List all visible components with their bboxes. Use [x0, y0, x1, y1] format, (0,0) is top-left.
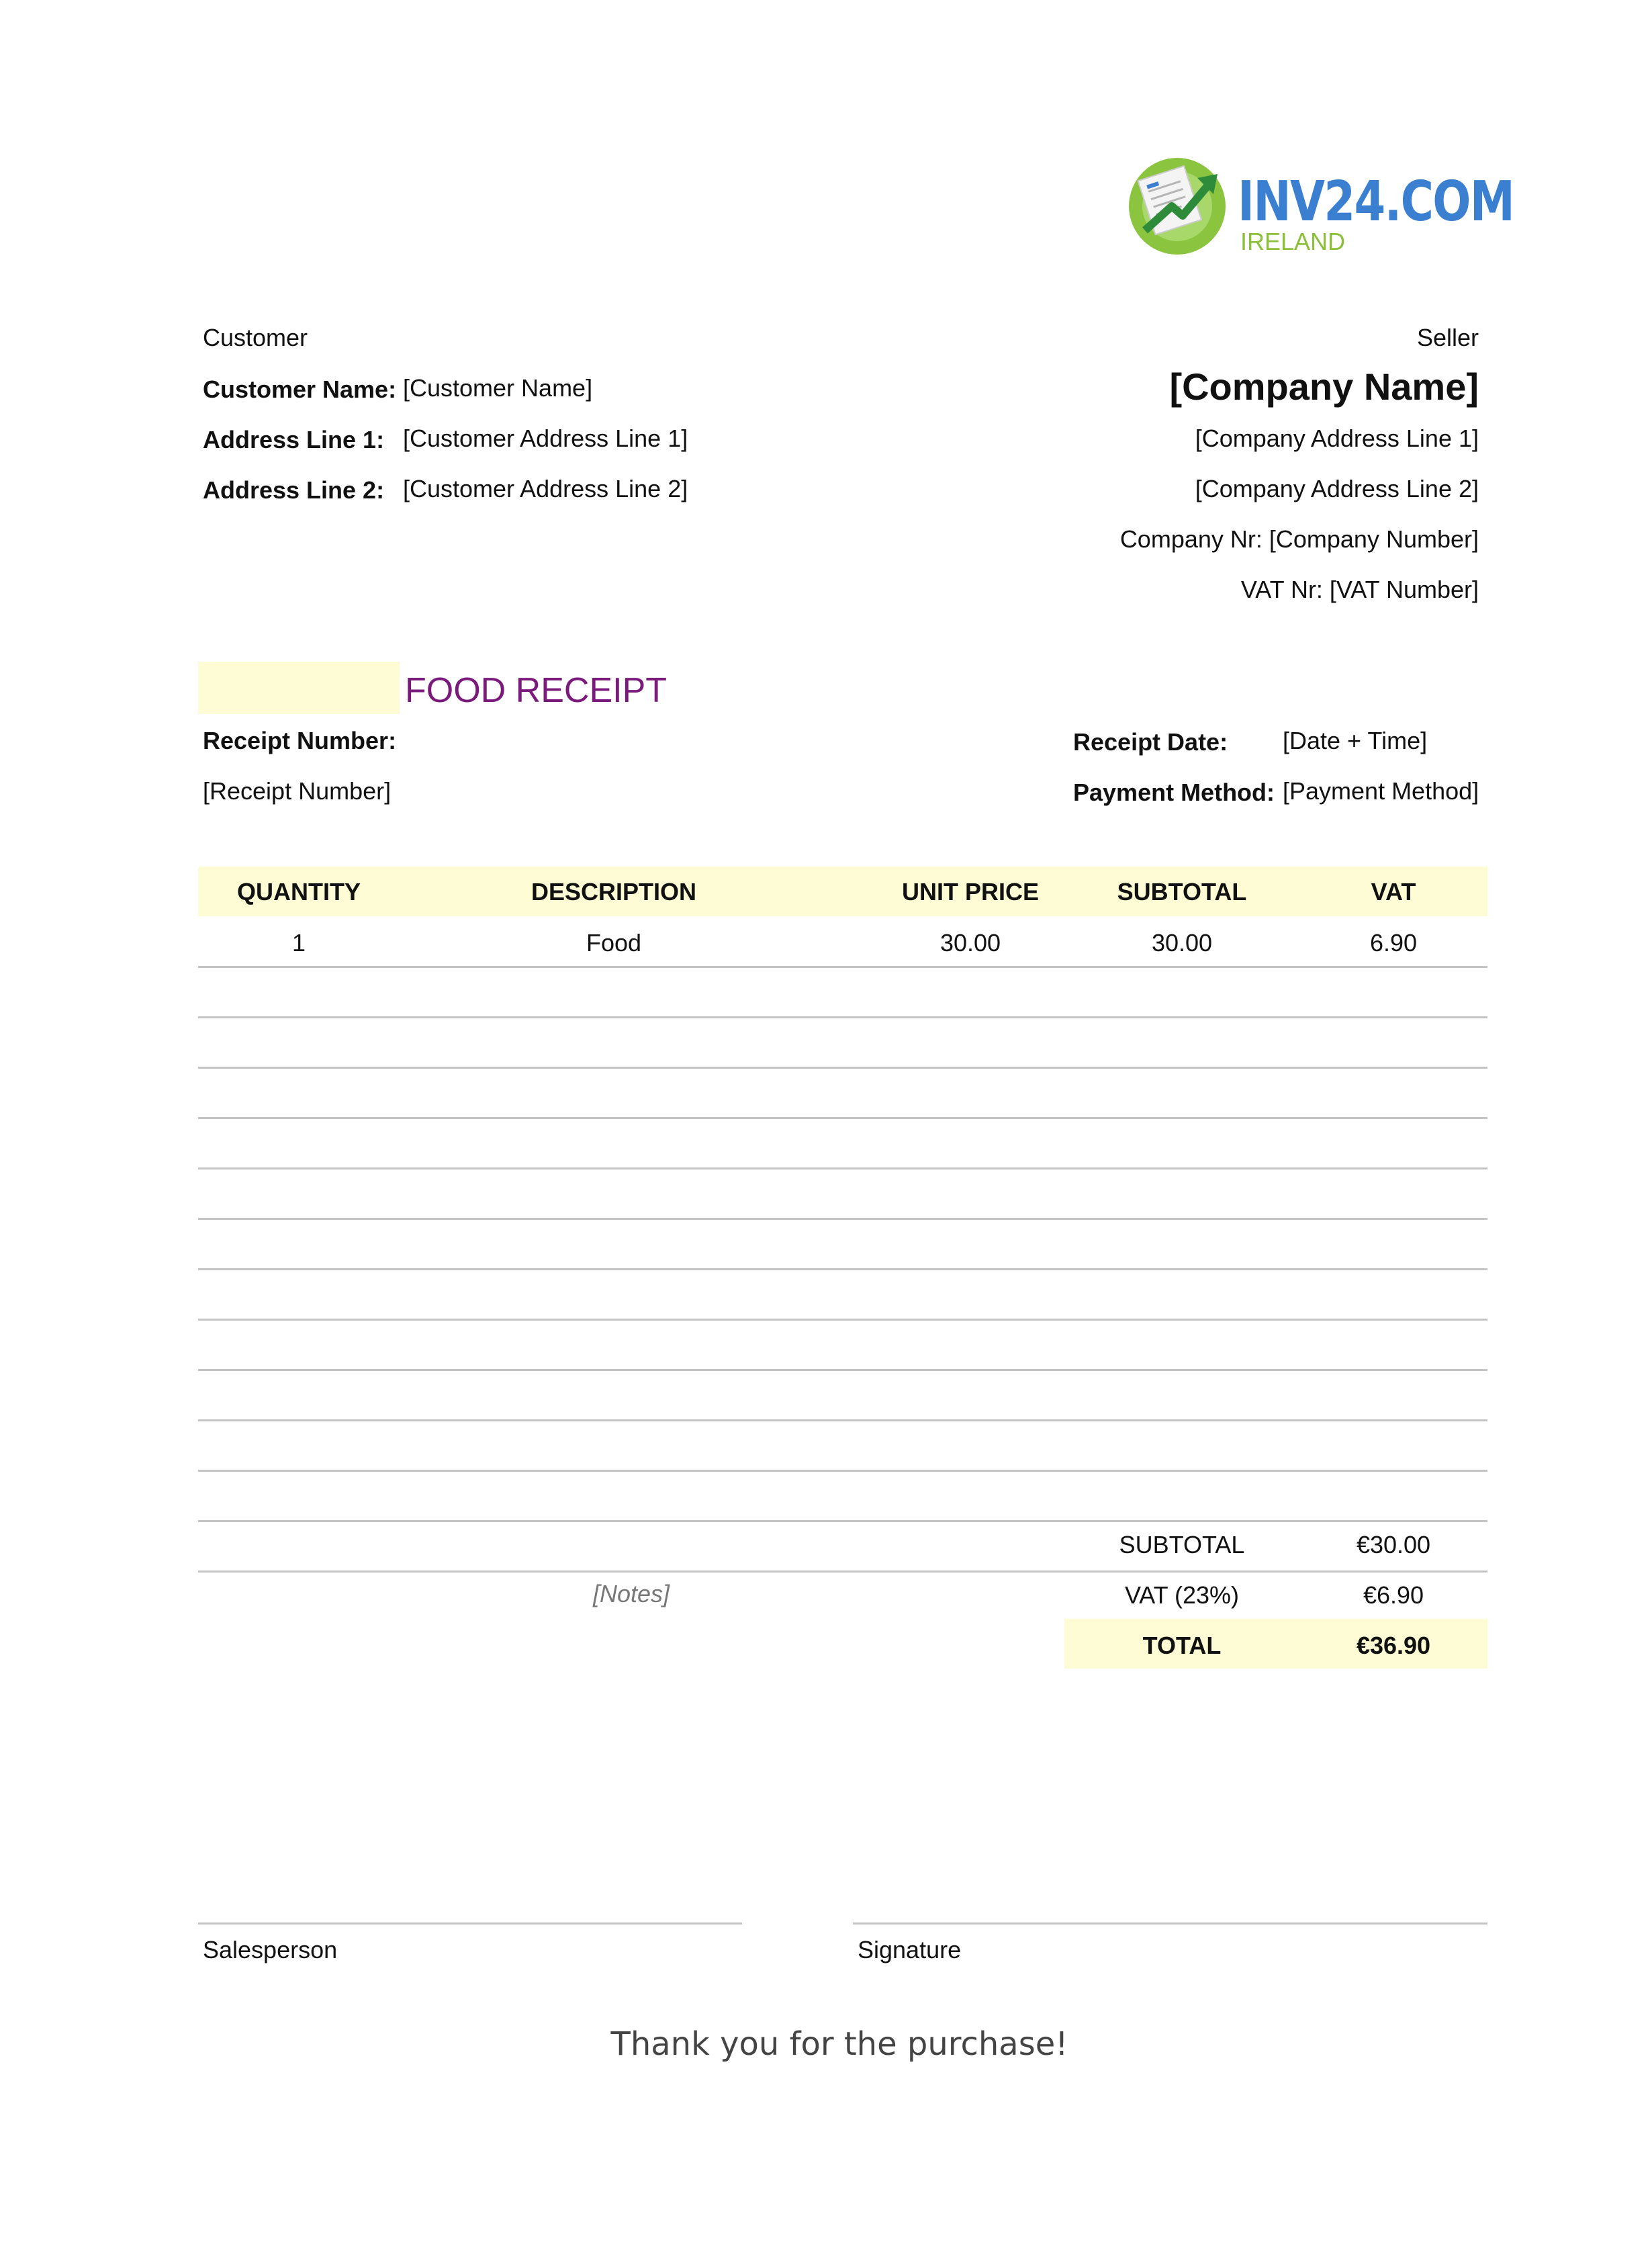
- receipt-number-label: Receipt Number:: [203, 727, 397, 754]
- signature-line: [853, 1922, 1487, 1925]
- customer-address1-label: Address Line 1:: [203, 426, 385, 453]
- salesperson-line: [198, 1922, 742, 1925]
- cell-subtotal: 30.00: [1151, 929, 1213, 957]
- customer-address1-value: [Customer Address Line 1]: [403, 425, 688, 452]
- salesperson-label: Salesperson: [203, 1936, 338, 1963]
- customer-name-value: [Customer Name]: [403, 374, 593, 402]
- row-divider: [198, 1571, 1487, 1573]
- title-highlight-band: [198, 662, 400, 714]
- header-unit-price: UNIT PRICE: [901, 878, 1039, 905]
- row-divider: [198, 1520, 1487, 1522]
- notes-text: [Notes]: [592, 1580, 670, 1607]
- row-divider: [198, 1067, 1487, 1069]
- row-divider: [198, 1268, 1487, 1270]
- header-quantity: QUANTITY: [237, 878, 361, 905]
- header-subtotal: SUBTOTAL: [1117, 878, 1247, 905]
- receipt-date-label: Receipt Date:: [1073, 728, 1228, 756]
- document-growth-arrow-icon: [1125, 151, 1232, 259]
- row-divider: [198, 1218, 1487, 1220]
- payment-method-label: Payment Method:: [1073, 779, 1275, 806]
- row-divider: [198, 1419, 1487, 1421]
- seller-vat-number: VAT Nr: [VAT Number]: [1240, 576, 1479, 603]
- row-divider: [198, 1016, 1487, 1018]
- cell-description: Food: [586, 929, 642, 957]
- cell-unit-price: 30.00: [939, 929, 1001, 957]
- row-divider: [198, 1319, 1487, 1321]
- seller-heading: Seller: [1416, 324, 1479, 351]
- thank-you-message: Thank you for the purchase!: [610, 2025, 1068, 2063]
- row-divider: [198, 1369, 1487, 1371]
- cell-quantity: 1: [291, 929, 306, 957]
- header-description: DESCRIPTION: [531, 878, 697, 905]
- row-divider: [198, 1167, 1487, 1169]
- total-label: TOTAL: [1142, 1632, 1222, 1659]
- table-header-row: [198, 867, 1487, 916]
- subtotal-value: €30.00: [1356, 1531, 1431, 1558]
- seller-address2: [Company Address Line 2]: [1195, 475, 1479, 502]
- customer-heading: Customer: [203, 324, 308, 351]
- cell-vat: 6.90: [1369, 929, 1418, 957]
- vat-value: €6.90: [1363, 1581, 1424, 1609]
- row-divider: [198, 966, 1487, 968]
- seller-address1: [Company Address Line 1]: [1195, 425, 1479, 452]
- receipt-date-value: [Date + Time]: [1283, 727, 1428, 754]
- logo-subtitle: IRELAND: [1240, 228, 1346, 255]
- customer-address2-label: Address Line 2:: [203, 476, 385, 504]
- row-divider: [198, 1117, 1487, 1119]
- receipt-number-value: [Receipt Number]: [203, 777, 392, 805]
- customer-name-label: Customer Name:: [203, 375, 397, 403]
- vat-label: VAT (23%): [1124, 1581, 1240, 1609]
- subtotal-label: SUBTOTAL: [1119, 1531, 1245, 1558]
- header-vat: VAT: [1371, 878, 1416, 905]
- signature-label: Signature: [858, 1936, 962, 1963]
- seller-company-name: [Company Name]: [1169, 365, 1479, 408]
- customer-address2-value: [Customer Address Line 2]: [403, 475, 688, 502]
- receipt-title: FOOD RECEIPT: [405, 671, 668, 710]
- total-value: €36.90: [1356, 1632, 1431, 1659]
- row-divider: [198, 1470, 1487, 1472]
- seller-company-number: Company Nr: [Company Number]: [1119, 525, 1479, 553]
- company-logo: [1125, 151, 1514, 259]
- payment-method-value: [Payment Method]: [1283, 777, 1479, 805]
- logo-wordmark: INV24.COM: [1238, 170, 1514, 234]
